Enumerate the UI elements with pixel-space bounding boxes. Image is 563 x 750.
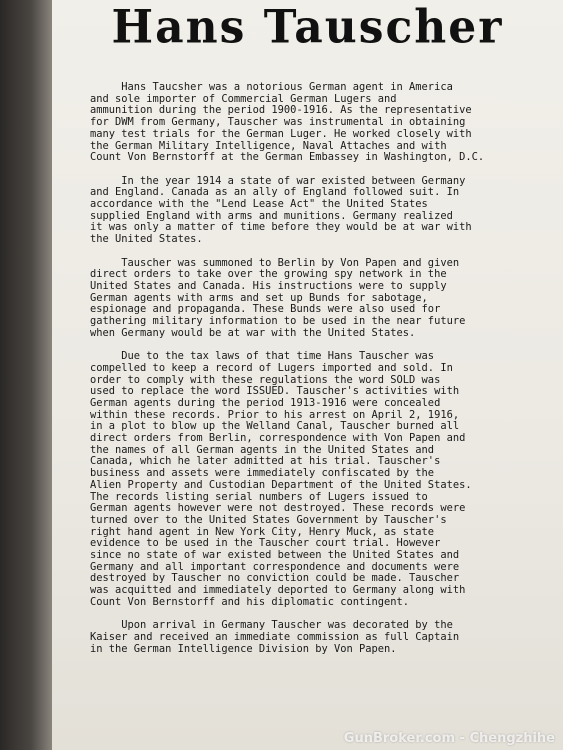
paragraph-1: Hans Taucsher was a notorious German agent in America and sole importer of Commercial German Lugers and ammunition during the period 1900-1916. As the representative for DWM from Germany, Tauscher was instrumental in obtaining many test trials for the German Luger. He worked closely with the German Military Intelligence, Naval Attaches and with Count Von Bernstorff at the German Embassey in Washington, D.C.: [90, 81, 485, 164]
paragraph-2: In the year 1914 a state of war existed between Germany and England. Canada as an ally of England followed suit. In accordance with the "Lend Lease Act" the United States supplied England with arms and munitions. Germany realized it was only a matter of time before they would be at war with the United States.: [90, 174, 472, 246]
paragraph-4: Due to the tax laws of that time Hans Tauscher was compelled to keep a record of Lugers imported and sold. In order to comply with these regulations the word SOLD was used to replace the word ISSUED. Tauscher's activities with German agents during the period 1913-1916 were concealed within these records. Prior to his arrest on April 2, 1916, in a plot to blow up the Welland Canal, Tauscher burned all direct orders from Berlin, correspondence with Von Papen and the names of all German agents in the United States and Canada, which he later admitted at his trial. Tauscher's business and assets were immediately confiscated by the Alien Property and Custodian Department of the United States. The records listing serial numbers of Lugers issued to German agents however were not destroyed. These records were turned over to the United States Government by Tauscher's right hand agent in New York City, Henry Muck, as state evidence to be used in the Tauscher court trial. However since no state of war existed between the United States and Germany and all important correspondence and documents were destroyed by Tauscher no conviction could be made. Tauscher was acquitted and immediately deported to Germany along with Count Von Bernstorff and his diplomatic contingent.: [90, 350, 472, 608]
document-page: [52, 0, 563, 750]
watermark-text: GunBroker.com - Chengzhihe: [343, 731, 555, 746]
paragraph-5: Upon arrival in Germany Tauscher was decorated by the Kaiser and received an immediate commission as full Captain in the German Intelligence Division by Von Papen.: [90, 619, 460, 655]
binder-edge: [0, 0, 52, 750]
paragraph-3: Tauscher was summoned to Berlin by Von Papen and given direct orders to take over the growing spy network in the United States and Canada. His instructions were to supply German agents with arms and set up Bunds for sabotage, espionage and propaganda. These Bunds were also used for gathering military information to be used in the near future when Germany would be at war with the United States.: [90, 256, 466, 339]
page-title: Hans Tauscher: [111, 0, 504, 55]
body-text: [90, 82, 560, 667]
